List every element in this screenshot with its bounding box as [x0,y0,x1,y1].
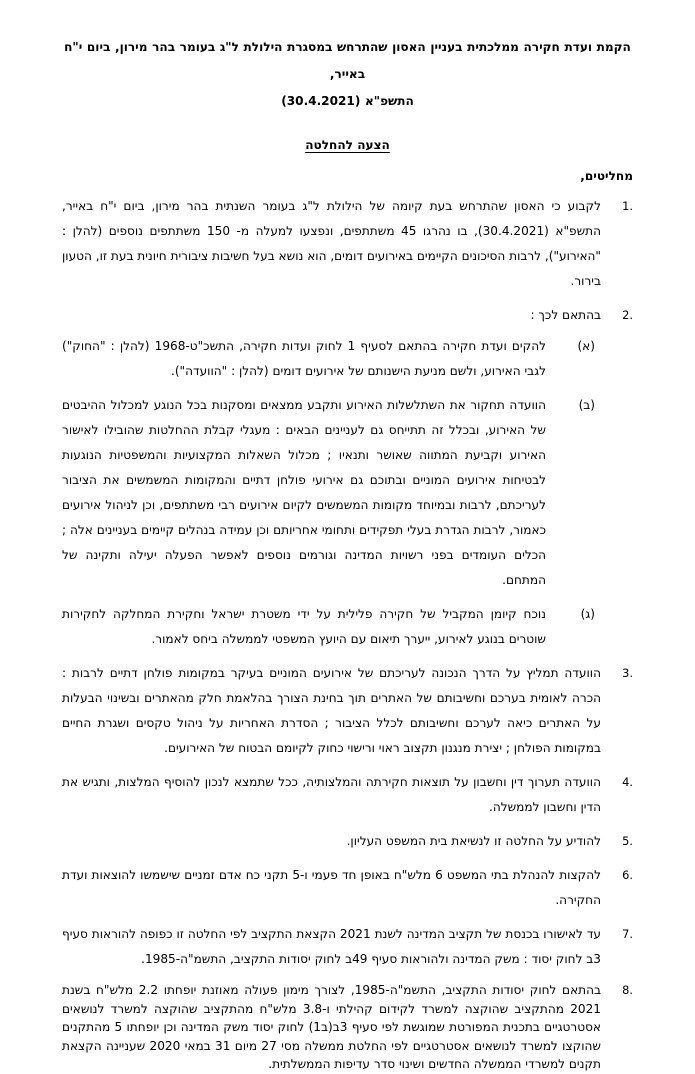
list-item-number: 5. [622,834,633,848]
sub-list-item-letter: (א) [577,339,595,353]
list-item [62,829,633,854]
lead-in-text: מחליטים, [580,169,633,183]
list-item-text: בהתאם לכך : [530,308,601,322]
page-title-line-1: הקמת ועדת חקירה ממלכתית בעניין האסון שהתרחש במסגרת הילולת ל"ג בעומר בהר מירון, ביום י"ח באייר, [64,40,631,81]
list-item [62,863,633,913]
sub-list-item-letter: (ג) [580,607,595,621]
sub-list-item-letter: (ב) [578,398,595,412]
decision-list [62,194,633,1074]
sub-list-item [62,602,601,652]
sub-list-item-text: להקים ועדת חקירה בהתאם לסעיף 1 לחוק ועדות חקירה, התשכ"ט-1968 (להלן : "החוק") לגבי האירוע, ולשם מניעת הישנותם של אירועים דומים (להלן : "הוועדה"). [62,339,546,378]
list-item-number: 1. [622,199,633,213]
sub-list [62,334,601,652]
list-item [62,922,633,972]
list-item [62,661,633,761]
list-item-number: 8. [622,983,633,997]
list-item-text: לקבוע כי האסון שהתרחש בעת קיומה של הילולת ל"ג בעומר השנתית בהר מירון, ביום י"ח באייר, התשפ"א (30.4.2021), בו נהרגו 45 משתתפים, ונפצעו למעלה מ- 150 משתתפים נוספים (להלן : "האירוע"), לרבות הסיכונים הקיימים באירועים דומים, הוא נושא בעל חשיבות ציבורית חיונית בעת זו, הטעון בירור. [62,199,601,288]
list-item [62,770,633,820]
list-item-number: 3. [622,666,633,680]
list-item-number: 4. [622,775,633,789]
list-item-text: להקצות להנהלת בתי המשפט 6 מלש"ח באופן חד פעמי ו-5 תקני כח אדם זמניים שישמשו להוצאות ועדת החקירה. [62,868,602,907]
list-item-number: 2. [622,308,633,322]
list-item [62,303,633,652]
section-heading [62,138,633,152]
sub-list-item-text: נוכח קיומן המקביל של חקירה פלילית על ידי משטרת ישראל וחקירת המחלקה לחקירות שוטרים בנוגע לאירוע, ייערך תיאום עם היועץ המשפטי לממשלה ביחס לאמור. [62,607,546,646]
sub-list-item [62,393,601,593]
list-item [62,194,633,294]
sub-list-item [62,334,601,384]
list-item-text: להודיע על החלטה זו לנשיאת בית המשפט העליון. [346,834,601,848]
list-item [62,981,633,1074]
page-title-line-2: התשפ"א (30.4.2021) [281,94,414,108]
section-heading-text: הצעה להחלטה [305,138,390,152]
list-item-number: 7. [622,927,633,941]
page-title [62,34,633,115]
list-item-text: הוועדה תערוך דין וחשבון על תוצאות חקירתה והמלצותיה, ככל שתמצא לנכון להוסיף המלצות, ותגיש את הדין וחשבון לממשלה. [62,775,601,814]
list-item-text: הוועדה תמליץ על הדרך הנכונה לעריכתם של אירועים המוניים בעיקר במקומות פולחן דתיים לרבות : הכרה לאומית בערכם וחשיבותם של האתרים תוך בחינת הצורך בהלאמת חלק מהאתרים ובשינוי הבעלות על האתרים כיאה לערכם וחשיבותם לכלל הציבור ; הסדרת האחריות על ניהול טקסים ושגרת החיים במקומות הפולחן ; יצירת מנגנון תקצוב ראוי ורישוי כחוק לקיומם הבטוח של האירועים. [62,666,601,755]
list-item-text: עד לאישורו בכנסת של תקציב המדינה לשנת 2021 הקצאת התקציב לפי החלטה זו כפופה להוראות סעיף 3ב לחוק יסוד : משק המדינה ולהוראות סעיף 49ב לחוק יסודות התקציב, התשמ"ה-1985. [62,927,601,966]
list-item-number: 6. [622,868,633,882]
list-item-text: בהתאם לחוק יסודות התקציב, התשמ"ה-1985, לצורך מימון פעולה מאוזנת יופחתו 2.2 מלש"ח בשנת 2021 מהתקציב שהוקצה למשרד לקידום קהילתי ו-3.8 מלש"ח מהתקציב שהוקצה למשרד לנושאים אסטרטגיים בתכנית המפורטת שמוגשת לפי סעיף 3ב(ב1) לחוק יסוד משק המדינה וכן יופחתו 5 מהתקנים שהוקצו למשרד לנושאים אסטרטגיים לפי החלטת ממשלה מסי 27 מיום 31 במאי 2020 שעניינה הקצאת תקנים למשרדי הממשלה החדשים ושינוי סדר עדיפות הממשלתית. [62,983,602,1071]
sub-list-item-text: הוועדה תחקור את השתלשלות האירוע ותקבע ממצאים ומסקנות בכל הנוגע למכלול ההיבטים של האירוע, ובכלל זה תתייחס גם לעניינים הבאים : מעגלי קבלת ההחלטות שהובילו לאישור האירוע וקביעת המתווה שאושר ותנאיו ; מכלול השאלות המקצועיות והמשפטיות הנוגעות לבטיחות אירועים המוניים ובתוכם גם אירועי פולחן דתיים והמקומות המשמשים את הציבור לעריכתם, לרבות ובמיוחד מקומות המשמשים לקיום אירועים רבי משתתפים, וכן לניהול אירועים כאמור, לרבות הגדרת בעלי תפקידים ותחומי אחריותם וכן עמידה בנהלים קיימים בעניינים אלה ; הכלים העומדים בפני רשויות המדינה וגורמים נוספים לאפשר הפעלה יעילה ותקינה של המתחם. [62,398,546,587]
